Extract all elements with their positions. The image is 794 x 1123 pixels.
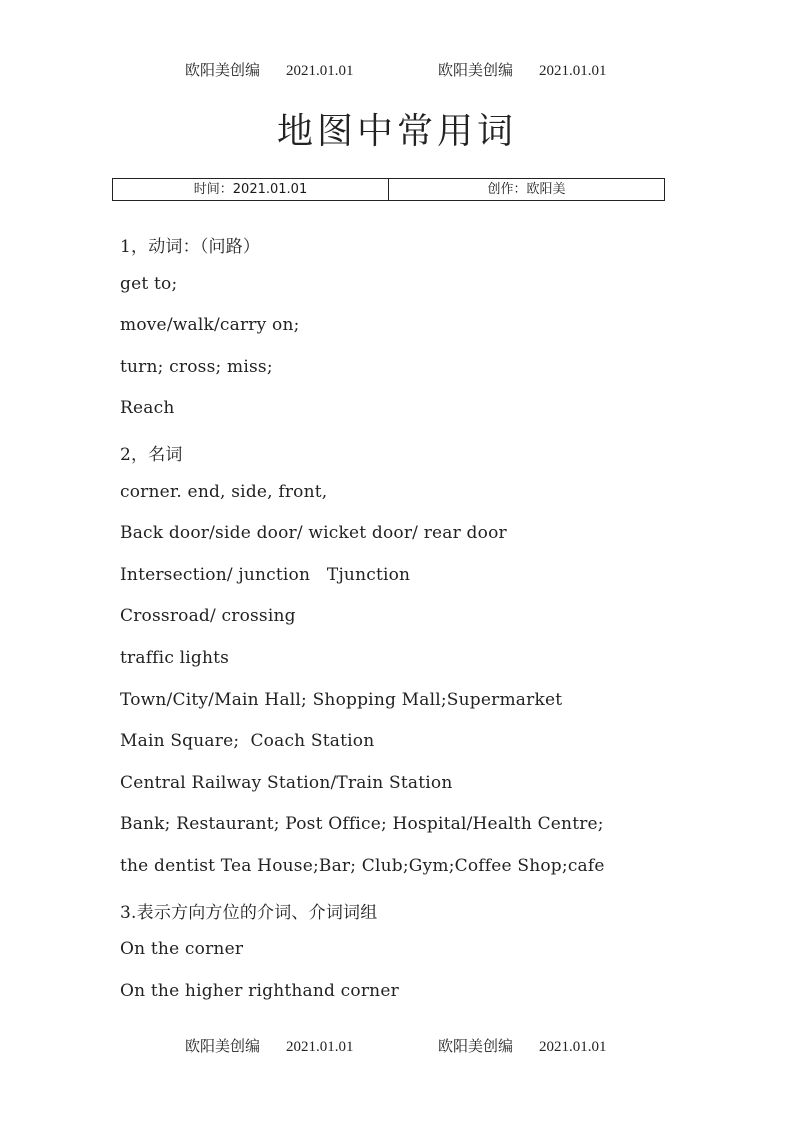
- body-line: Intersection/ junction Tjunction: [120, 565, 411, 585]
- body-line: Central Railway Station/Train Station: [120, 773, 453, 793]
- meta-creator: 创作：欧阳美: [388, 179, 664, 200]
- footer-right-author: 欧阳美创编: [438, 1039, 514, 1055]
- footer-left-author: 欧阳美创编: [185, 1039, 261, 1055]
- body-line: turn; cross; miss;: [120, 357, 273, 377]
- header-right-date: 2021.01.01: [539, 63, 607, 79]
- body-line: Reach: [120, 398, 175, 418]
- body-line: On the higher righthand corner: [120, 981, 399, 1001]
- header-left-date: 2021.01.01: [286, 63, 354, 79]
- body-line: Crossroad/ crossing: [120, 606, 296, 626]
- body-line: On the corner: [120, 939, 244, 959]
- body-line: Town/City/Main Hall; Shopping Mall;Supermarket: [120, 690, 563, 710]
- body-line: traffic lights: [120, 648, 230, 668]
- body-line: move/walk/carry on;: [120, 315, 300, 335]
- footer-right-date: 2021.01.01: [539, 1039, 607, 1055]
- header-right: [438, 59, 607, 80]
- footer-left: [185, 1035, 354, 1056]
- section-heading-verbs: 1，动词：（问路）: [120, 237, 261, 257]
- page-title: 地图中常用词: [276, 111, 517, 152]
- meta-table: [112, 178, 665, 201]
- footer-left-date: 2021.01.01: [286, 1039, 354, 1055]
- body-line: Back door/side door/ wicket door/ rear door: [120, 523, 507, 543]
- header-left: [185, 59, 354, 80]
- header-left-author: 欧阳美创编: [185, 63, 261, 79]
- footer-right: [438, 1035, 607, 1056]
- body-line: get to;: [120, 274, 178, 294]
- body-line: Bank; Restaurant; Post Office; Hospital/Health Centre;: [120, 814, 604, 834]
- body-line: Main Square; Coach Station: [120, 731, 375, 751]
- body-line: corner. end, side, front,: [120, 482, 328, 502]
- section-heading-prepositions: 3.表示方向方位的介词、介词词组: [120, 903, 378, 923]
- header-right-author: 欧阳美创编: [438, 63, 514, 79]
- body-line: the dentist Tea House;Bar; Club;Gym;Coffee Shop;cafe: [120, 856, 605, 876]
- meta-time: 时间：2021.01.01: [193, 182, 308, 197]
- section-heading-nouns: 2，名词: [120, 445, 183, 465]
